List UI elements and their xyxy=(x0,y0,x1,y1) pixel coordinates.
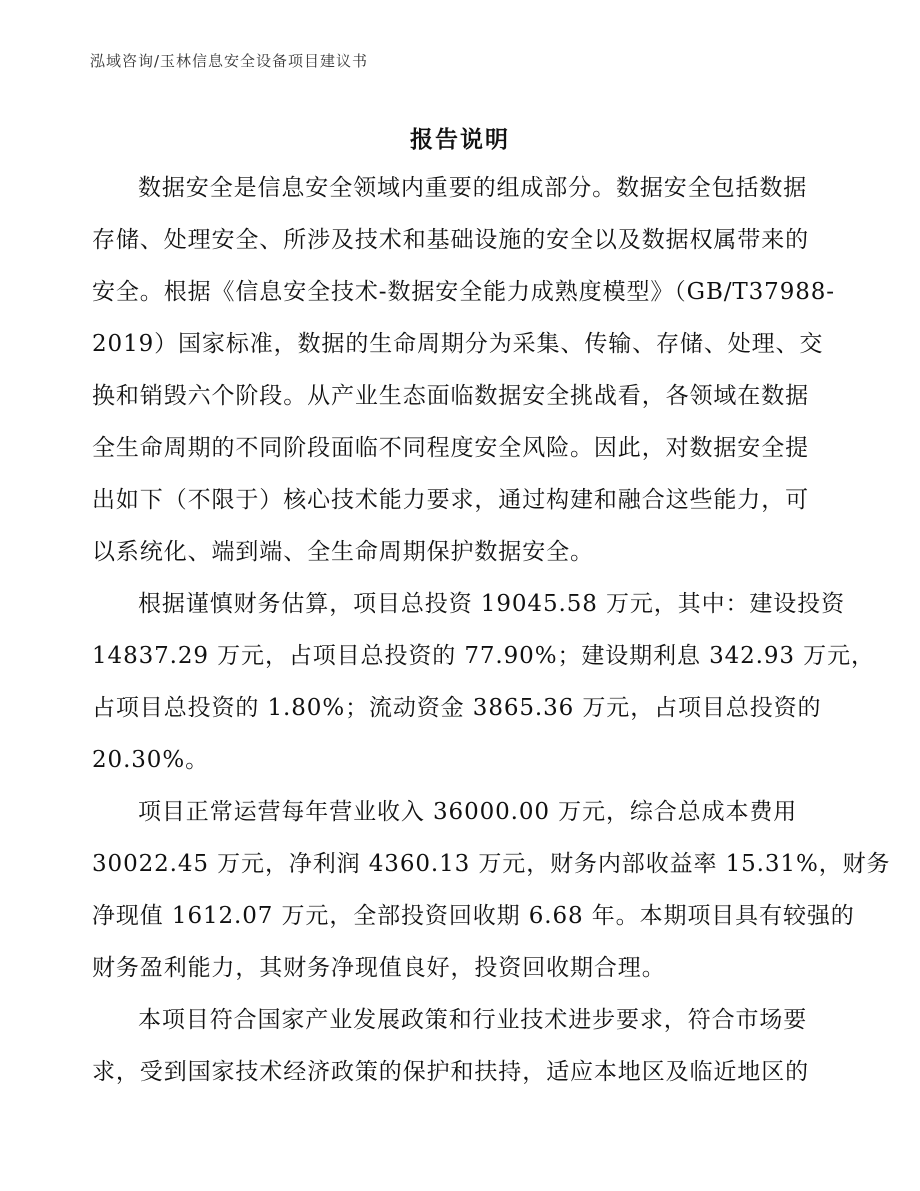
text-line: 2019）国家标准，数据的生命周期分为采集、传输、存储、处理、交 xyxy=(92,331,824,357)
page-title: 报告说明 xyxy=(410,127,510,153)
text-line: 安全。根据《信息安全技术-数据安全能力成熟度模型》（GB/T37988- xyxy=(92,279,835,305)
text-line: 出如下（不限于）核心技术能力要求，通过构建和融合这些能力，可 xyxy=(92,487,809,513)
text-line: 项目正常运营每年营业收入 36000.00 万元，综合总成本费用 xyxy=(138,799,798,825)
text-line: 14837.29 万元，占项目总投资的 77.90%；建设期利息 342.93 万元， xyxy=(92,643,875,669)
running-header: 泓域咨询/玉林信息安全设备项目建议书 xyxy=(90,52,369,70)
paragraph-policy xyxy=(92,994,832,1098)
text-line: 30022.45 万元，净利润 4360.13 万元，财务内部收益率 15.31%，财务 xyxy=(92,851,891,877)
text-line: 净现值 1612.07 万元，全部投资回收期 6.68 年。本期项目具有较强的 xyxy=(92,903,855,929)
paragraph-financials xyxy=(92,786,891,994)
text-line: 全生命周期的不同阶段面临不同程度安全风险。因此，对数据安全提 xyxy=(92,435,809,461)
text-line: 数据安全是信息安全领域内重要的组成部分。数据安全包括数据 xyxy=(138,175,808,201)
text-line: 占项目总投资的 1.80%；流动资金 3865.36 万元，占项目总投资的 xyxy=(92,695,822,721)
text-line: 20.30%。 xyxy=(92,747,209,773)
paragraph-overview xyxy=(92,162,835,578)
text-line: 存储、处理安全、所涉及技术和基础设施的安全以及数据权属带来的 xyxy=(92,227,809,253)
text-line: 财务盈利能力，其财务净现值良好，投资回收期合理。 xyxy=(92,955,666,981)
document-body xyxy=(92,162,891,1098)
paragraph-investment xyxy=(92,578,875,786)
text-line: 本项目符合国家产业发展政策和行业技术进步要求，符合市场要 xyxy=(138,1007,808,1033)
text-line: 换和销毁六个阶段。从产业生态面临数据安全挑战看，各领域在数据 xyxy=(92,383,809,409)
text-line: 以系统化、端到端、全生命周期保护数据安全。 xyxy=(92,539,594,565)
text-line: 求，受到国家技术经济政策的保护和扶持，适应本地区及临近地区的 xyxy=(92,1059,809,1085)
text-line: 根据谨慎财务估算，项目总投资 19045.58 万元，其中：建设投资 xyxy=(138,591,845,617)
